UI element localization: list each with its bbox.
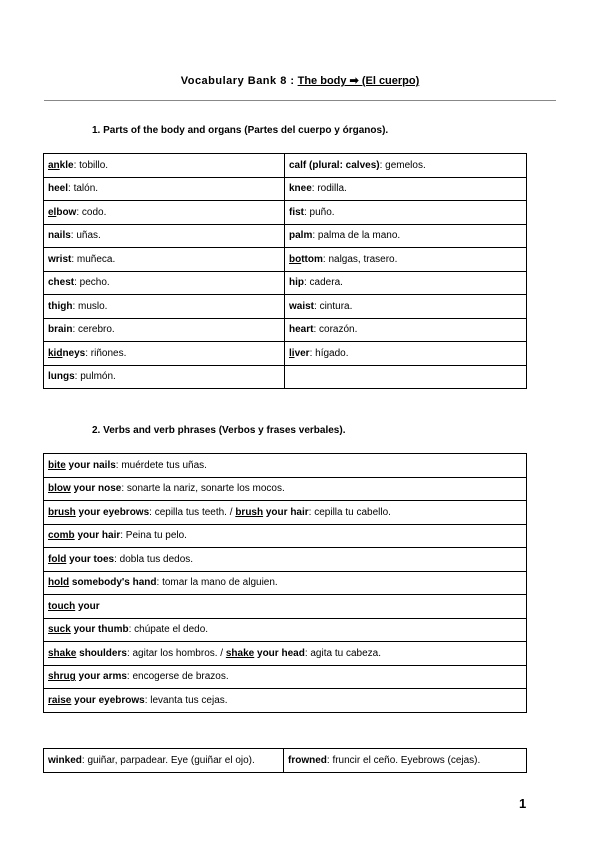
table-row <box>44 642 527 666</box>
term-bold: palm <box>289 230 313 242</box>
section1-heading: 1. Parts of the body and organs (Partes del cuerpo y órganos). <box>92 125 389 136</box>
term-translation: : encogerse de brazos. <box>126 671 229 683</box>
table-row <box>44 548 527 572</box>
table-row <box>44 342 527 366</box>
table-row <box>44 501 527 525</box>
term-bold: hip <box>289 277 304 289</box>
term-bold: kle <box>59 159 74 171</box>
table-cell <box>44 154 285 178</box>
term-bold: fist <box>289 206 304 218</box>
term-underlined: touch <box>48 600 76 612</box>
term-bold: your thumb <box>70 624 129 636</box>
term-translation: : cintura. <box>314 300 353 312</box>
term-underlined: li <box>289 347 295 359</box>
term-translation: : muérdete tus uñas. <box>115 459 207 471</box>
table-cell <box>44 665 527 689</box>
term-underlined: fold <box>48 553 67 565</box>
term-bold: your eyebrows <box>75 506 150 518</box>
table-cell <box>44 595 527 619</box>
term-translation: : muñeca. <box>71 253 116 265</box>
term-bold: somebody's hand <box>69 577 157 589</box>
term-underlined: brush <box>235 506 264 518</box>
table-cell <box>44 177 285 201</box>
table-row <box>44 318 527 342</box>
table-cell <box>44 318 285 342</box>
table-row <box>44 524 527 548</box>
term-bold: your toes <box>66 553 115 565</box>
term-bold: heel <box>48 183 69 195</box>
term-bold: thigh <box>48 300 73 312</box>
page-number: 1 <box>519 796 527 811</box>
term-underlined: shake <box>48 647 77 659</box>
table-row <box>44 618 527 642</box>
table-cell <box>44 477 527 501</box>
term-translation: : riñones. <box>85 347 127 359</box>
term-bold: your <box>75 600 100 612</box>
table-cell <box>44 689 527 713</box>
term-translation: : dobla tus dedos. <box>114 553 194 565</box>
term-translation: : rodilla. <box>311 183 347 195</box>
table-row <box>44 271 527 295</box>
table-cell <box>44 342 285 366</box>
table-cell <box>44 548 527 572</box>
term-underlined: an <box>48 159 60 171</box>
term-bold: your hair <box>263 506 309 518</box>
title-topic: The body ➡ (El cuerpo) <box>297 75 420 87</box>
term-translation: : chúpate el dedo. <box>128 624 209 636</box>
table-cell <box>285 342 527 366</box>
term-translation: : guiñar, parpadear. Eye (guiñar el ojo). <box>81 754 255 766</box>
term-underlined: hold <box>48 577 70 589</box>
table-row <box>44 201 527 225</box>
table-cell <box>44 365 285 389</box>
table-row <box>44 749 527 773</box>
term-underlined: comb <box>48 530 75 542</box>
title-lead: Vocabulary Bank 8 : <box>180 75 295 87</box>
term-bold: brain <box>48 324 73 336</box>
table-cell <box>44 501 527 525</box>
table-row <box>44 689 527 713</box>
term-bold: chest <box>48 277 75 289</box>
table-cell <box>44 224 285 248</box>
table-row <box>44 248 527 272</box>
section2-heading: 2. Verbs and verb phrases (Verbos y frases verbales). <box>92 425 346 436</box>
table-cell <box>285 224 527 248</box>
term-translation: : agitar los hombros. / <box>126 647 226 659</box>
term-underlined: el <box>48 206 57 218</box>
term-underlined: bite <box>48 459 66 471</box>
table-cell <box>285 248 527 272</box>
verb-phrases-table <box>43 453 527 713</box>
term-translation: : Peina tu pelo. <box>120 530 187 542</box>
term-bold: calf (plural: calves) <box>289 159 380 171</box>
table-cell <box>285 154 527 178</box>
term-translation: : cadera. <box>304 277 343 289</box>
term-translation: : tomar la mano de alguien. <box>156 577 278 589</box>
table-row <box>44 224 527 248</box>
term-bold: shoulders <box>76 647 127 659</box>
term-translation: : uñas. <box>70 230 101 242</box>
table-cell <box>44 271 285 295</box>
term-underlined: raise <box>48 694 72 706</box>
term-translation: : nalgas, trasero. <box>322 253 398 265</box>
table-cell <box>285 177 527 201</box>
term-translation: : pulmón. <box>74 371 116 383</box>
term-bold: winked <box>48 754 82 766</box>
term-bold: waist <box>289 300 315 312</box>
term-bold: your head <box>254 647 305 659</box>
term-translation: : muslo. <box>72 300 108 312</box>
table-row <box>44 365 527 389</box>
term-translation: : palma de la mano. <box>312 230 401 242</box>
term-bold: your arms <box>75 671 127 683</box>
table-cell <box>44 295 285 319</box>
term-underlined: brush <box>48 506 76 518</box>
table-row <box>44 177 527 201</box>
table-cell <box>285 295 527 319</box>
title-divider <box>44 100 556 101</box>
term-bold: your eyebrows <box>71 694 145 706</box>
table-cell <box>44 618 527 642</box>
term-bold: neys <box>62 347 86 359</box>
body-parts-table <box>43 153 527 389</box>
table-cell <box>284 749 527 773</box>
document-title <box>0 74 600 87</box>
table-row <box>44 571 527 595</box>
term-translation: : tobillo. <box>73 159 109 171</box>
table-row <box>44 477 527 501</box>
extra-verbs-table <box>43 748 527 773</box>
table-row <box>44 665 527 689</box>
table-row <box>44 454 527 478</box>
term-bold: your hair <box>74 530 121 542</box>
term-translation: : cepilla tus teeth. / <box>149 506 236 518</box>
term-translation: : puño. <box>304 206 335 218</box>
term-translation: : talón. <box>68 183 99 195</box>
term-translation: : sonarte la nariz, sonarte los mocos. <box>121 483 285 495</box>
table-row <box>44 595 527 619</box>
table-cell <box>44 642 527 666</box>
term-bold: ver <box>294 347 310 359</box>
term-translation: : cerebro. <box>72 324 115 336</box>
term-underlined: suck <box>48 624 71 636</box>
table-cell <box>285 318 527 342</box>
table-cell <box>44 524 527 548</box>
term-translation: : corazón. <box>313 324 358 336</box>
table-cell <box>285 201 527 225</box>
term-translation: : levanta tus cejas. <box>144 694 228 706</box>
table-row <box>44 295 527 319</box>
table-cell <box>44 454 527 478</box>
term-bold: nails <box>48 230 71 242</box>
term-bold: lungs <box>48 371 75 383</box>
term-translation: : codo. <box>76 206 107 218</box>
term-bold: wrist <box>48 253 72 265</box>
term-translation: : gemelos. <box>379 159 426 171</box>
term-translation: : cepilla tu cabello. <box>308 506 391 518</box>
term-bold: heart <box>289 324 314 336</box>
term-underlined: blow <box>48 483 71 495</box>
term-translation: : pecho. <box>74 277 110 289</box>
table-cell <box>44 248 285 272</box>
term-translation: : fruncir el ceño. Eyebrows (cejas). <box>326 754 481 766</box>
term-bold: your nose <box>70 483 122 495</box>
term-bold: your nails <box>65 459 116 471</box>
term-bold: bow <box>56 206 77 218</box>
term-underlined: shake <box>225 647 255 659</box>
table-cell <box>285 271 527 295</box>
term-bold: frowned <box>288 754 327 766</box>
table-cell <box>285 365 527 389</box>
term-translation: : hígado. <box>309 347 349 359</box>
term-bold: ttom <box>301 253 323 265</box>
term-underlined: bo <box>289 253 302 265</box>
table-cell <box>44 571 527 595</box>
term-underlined: shrug <box>48 671 76 683</box>
term-bold: knee <box>289 183 312 195</box>
term-underlined: kid <box>48 347 63 359</box>
table-row <box>44 154 527 178</box>
table-cell <box>44 201 285 225</box>
term-translation: : agita tu cabeza. <box>304 647 381 659</box>
table-cell <box>44 749 284 773</box>
